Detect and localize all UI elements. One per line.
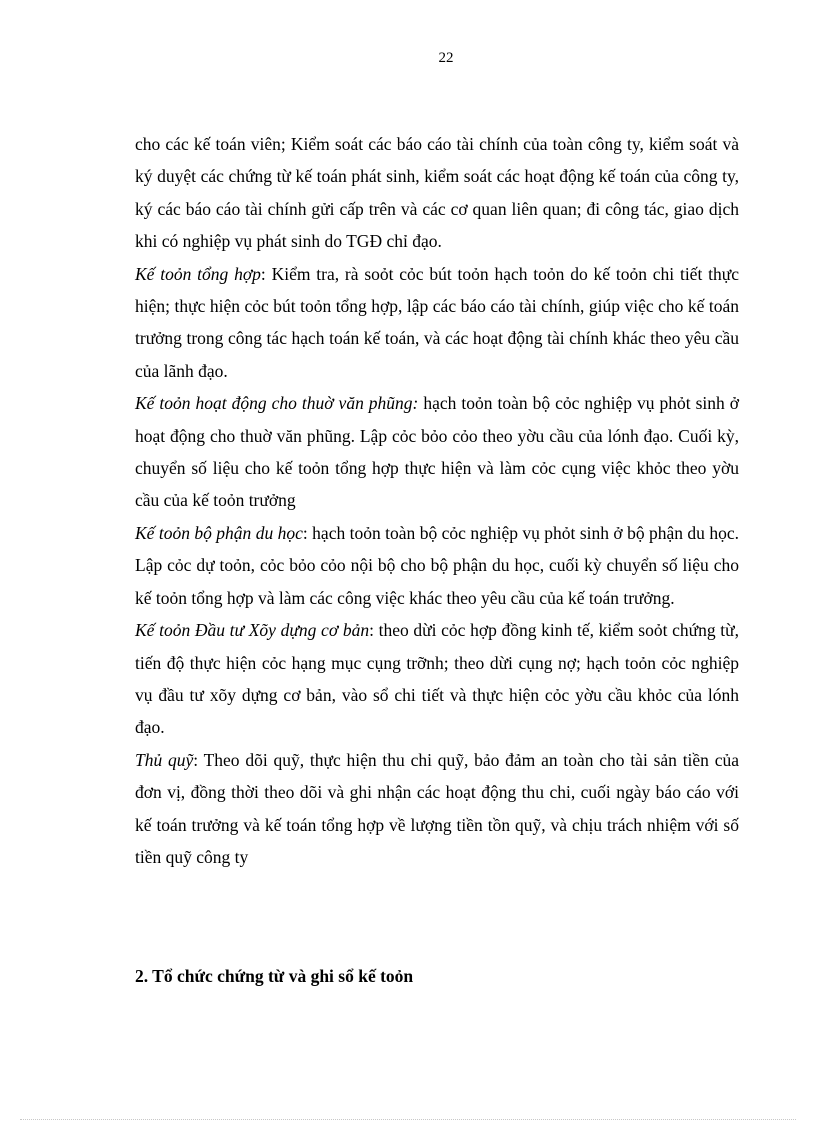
paragraph-text: cho các kế toán viên; Kiểm soát các báo cáo tài chính của toàn công ty, kiểm soát và ký duyệt các chứng từ kế toán phát sinh, kiểm soát các hoạt động kế toán của công ty, ký các báo cáo tài chính gửi cấp trên và các cơ quan liên quan; đi công tác, giao dịch khi có nghiệp vụ phát sinh do TGĐ chỉ đạo. bbox=[135, 134, 739, 252]
paragraph-text: : theo dừi cỏc hợp đồng kinh tế, kiểm soỏt chứng từ, tiến độ thực hiện cỏc hạng mục cụng trỡnh; theo dừi cụng nợ; hạch toỏn cỏc nghiệp vụ đầu tư xõy dựng cơ bản, vào sổ chi tiết và thực hiện cỏc yờu cầu khỏc của lónh đạo. bbox=[135, 620, 739, 738]
paragraph-text: : hạch toỏn toàn bộ cỏc nghiệp vụ phỏt sinh ở bộ phận du học. Lập cỏc dự toỏn, cỏc bỏo cỏo nội bộ cho bộ phận du học, cuối kỳ chuyển số liệu cho kế toỏn tổng hợp và làm các công việc khác theo yêu cầu của kế toán trưởng. bbox=[135, 522, 739, 608]
paragraph-text: hạch toỏn toàn bộ cỏc nghiệp vụ phỏt sinh ở hoạt động cho thuờ văn phũng. Lập cỏc bỏo cỏo theo yờu cầu của lónh đạo. Cuối kỳ, chuyển số liệu cho kế toỏn tổng hợp thực hiện và làm cỏc cụng việc khỏc theo yờu cầu của kế toỏn trưởng bbox=[135, 393, 739, 511]
role-term: Kế toỏn tổng hợp bbox=[135, 263, 261, 284]
section-heading: 2. Tổ chức chứng từ và ghi sổ kế toỏn bbox=[135, 966, 414, 986]
paragraph-cashier bbox=[135, 744, 739, 874]
paragraph-text: : Kiểm tra, rà soỏt cỏc bút toỏn hạch toỏn do kế toỏn chi tiết thực hiện; thực hiện cỏc bút toỏn tổng hợp, lập các báo cáo tài chính, giúp việc cho kế toán trưởng trong công tác hạch toán kế toán, và các hoạt động tài chính khác theo yêu cầu của lãnh đạo. bbox=[135, 263, 739, 381]
role-term: Kế toỏn hoạt động cho thuờ văn phũng: bbox=[135, 393, 419, 414]
paragraph-general-accountant bbox=[135, 258, 739, 388]
role-term: Kế toỏn bộ phận du học bbox=[135, 522, 303, 543]
role-term: Kế toỏn Đầu tư Xõy dựng cơ bản bbox=[135, 620, 370, 641]
paragraph-construction-accountant bbox=[135, 614, 739, 744]
paragraph-text: : Theo dõi quỹ, thực hiện thu chi quỹ, bảo đảm an toàn cho tài sản tiền của đơn vị, đồng thời theo dõi và ghi nhận các hoạt động thu chi, cuối ngày báo cáo với kế toán trưởng và kế toán tổng hợp về lượng tiền tồn quỹ, và chịu trách nhiệm với số tiền quỹ công ty bbox=[135, 749, 739, 867]
paragraph-office-rental-accountant bbox=[135, 387, 739, 517]
body-text bbox=[135, 128, 739, 873]
page-number: 22 bbox=[438, 50, 454, 66]
paragraph-chief-accountant-duties bbox=[135, 128, 739, 258]
role-term: Thủ quỹ bbox=[135, 749, 194, 770]
page-bottom-divider bbox=[20, 1119, 796, 1120]
paragraph-study-abroad-accountant bbox=[135, 517, 739, 614]
